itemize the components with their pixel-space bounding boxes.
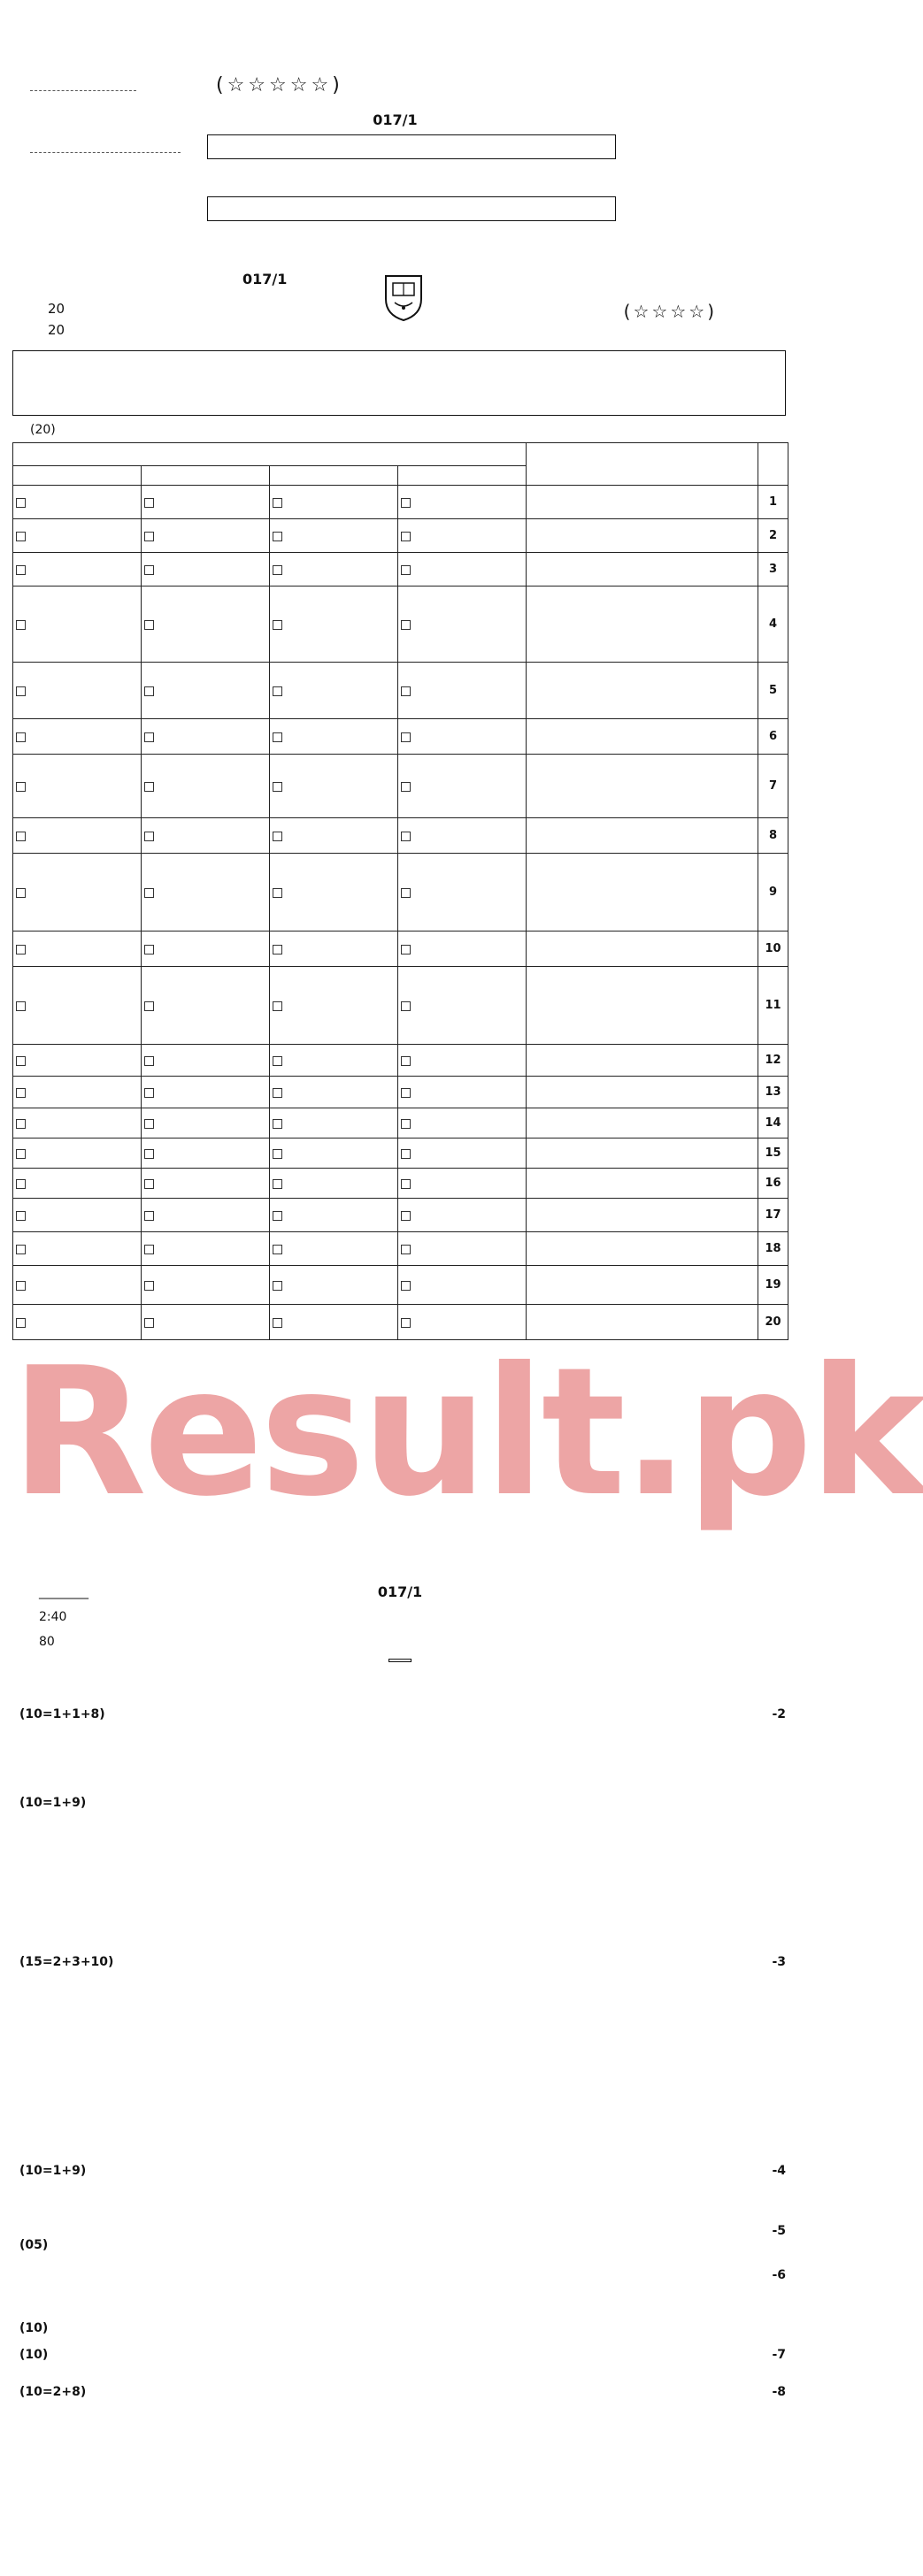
- answer-checkbox[interactable]: [16, 782, 26, 792]
- option-c[interactable]: [142, 1108, 270, 1138]
- option-c[interactable]: [142, 586, 270, 663]
- answer-checkbox[interactable]: [401, 565, 411, 575]
- option-d[interactable]: [13, 1199, 142, 1232]
- question-text: [527, 519, 758, 553]
- part2-time-value: 2:40: [39, 1610, 67, 1624]
- option-b[interactable]: [270, 519, 398, 553]
- option-d[interactable]: [13, 1232, 142, 1266]
- answer-checkbox[interactable]: [273, 498, 282, 508]
- option-b[interactable]: [270, 486, 398, 519]
- option-b[interactable]: [270, 854, 398, 932]
- answer-checkbox[interactable]: [16, 1211, 26, 1221]
- question-number: 1: [758, 486, 788, 519]
- question-number: 8: [758, 818, 788, 854]
- option-b[interactable]: [270, 586, 398, 663]
- question-6: [12, 2268, 788, 2335]
- answer-checkbox[interactable]: [401, 1245, 411, 1254]
- option-d[interactable]: [13, 755, 142, 818]
- question-6-marks: (10): [19, 2321, 49, 2335]
- question-2: [12, 1707, 788, 1732]
- part2-section-name: [388, 1659, 412, 1662]
- fictitious-roll-box[interactable]: [207, 196, 616, 221]
- answer-checkbox[interactable]: [144, 832, 154, 841]
- table-row: [13, 519, 788, 553]
- option-d[interactable]: [13, 967, 142, 1045]
- question-number: 13: [758, 1077, 788, 1108]
- mcq-header-no: [758, 443, 788, 486]
- answer-checkbox[interactable]: [401, 1211, 411, 1221]
- question-4-marks: (10=1+9): [19, 2164, 87, 2178]
- option-b[interactable]: [270, 553, 398, 586]
- mcq-header-a: [398, 466, 527, 486]
- mcq-header-d: [13, 466, 142, 486]
- mcq-table: [12, 442, 788, 1340]
- answer-checkbox[interactable]: [273, 1245, 282, 1254]
- option-b[interactable]: [270, 663, 398, 719]
- mcq-header-questions: [527, 443, 758, 486]
- answer-checkbox[interactable]: [144, 498, 154, 508]
- answer-checkbox[interactable]: [401, 686, 411, 696]
- answer-checkbox[interactable]: [16, 498, 26, 508]
- answer-checkbox[interactable]: [273, 1119, 282, 1129]
- answer-checkbox[interactable]: [144, 1149, 154, 1159]
- answer-checkbox[interactable]: [273, 832, 282, 841]
- answer-checkbox[interactable]: [144, 1119, 154, 1129]
- mcq-header-c: [142, 466, 270, 486]
- answer-checkbox[interactable]: [401, 1179, 411, 1189]
- question-number: 19: [758, 1266, 788, 1305]
- answer-checkbox[interactable]: [16, 1119, 26, 1129]
- answer-checkbox[interactable]: [273, 620, 282, 630]
- answer-checkbox[interactable]: [144, 1245, 154, 1254]
- question-8-number: -8: [772, 2385, 786, 2399]
- table-row: [13, 755, 788, 818]
- option-c[interactable]: [142, 519, 270, 553]
- option-a[interactable]: [398, 663, 527, 719]
- slip-stars: (☆☆☆☆☆): [216, 74, 343, 96]
- question-number: 12: [758, 1045, 788, 1077]
- question-text: [527, 932, 758, 967]
- option-c[interactable]: [142, 967, 270, 1045]
- option-b[interactable]: [270, 719, 398, 755]
- answer-slip: [12, 12, 788, 251]
- option-a[interactable]: [398, 1045, 527, 1077]
- part1-exam-code: 017/1: [242, 271, 288, 288]
- option-a[interactable]: [398, 553, 527, 586]
- option-a[interactable]: [398, 854, 527, 932]
- option-a[interactable]: [398, 1138, 527, 1169]
- table-row: [13, 663, 788, 719]
- question-number: 18: [758, 1232, 788, 1266]
- question-text: [527, 1305, 758, 1340]
- answer-checkbox[interactable]: [273, 1056, 282, 1066]
- option-a[interactable]: [398, 1108, 527, 1138]
- option-b[interactable]: [270, 1045, 398, 1077]
- answer-checkbox[interactable]: [273, 732, 282, 742]
- answer-checkbox[interactable]: [401, 498, 411, 508]
- mcq-header-b: [270, 466, 398, 486]
- option-c[interactable]: [142, 755, 270, 818]
- part1-time-value: 20: [48, 301, 65, 317]
- part2-total-marks-value: 80: [39, 1635, 55, 1649]
- answer-checkbox[interactable]: [273, 1211, 282, 1221]
- question-number: 7: [758, 755, 788, 818]
- option-d[interactable]: [13, 818, 142, 854]
- table-row: [13, 1108, 788, 1138]
- answer-checkbox[interactable]: [16, 832, 26, 841]
- question-text: [527, 1266, 758, 1305]
- option-d[interactable]: [13, 719, 142, 755]
- question-3: [12, 1955, 788, 1980]
- question-number: 15: [758, 1138, 788, 1169]
- mcq-header-answers: [13, 443, 527, 466]
- table-row: [13, 932, 788, 967]
- question-3-marks: (15=2+3+10): [19, 1955, 114, 1969]
- answer-checkbox[interactable]: [144, 945, 154, 954]
- option-a[interactable]: [398, 486, 527, 519]
- answer-checkbox[interactable]: [401, 1149, 411, 1159]
- question-number: 11: [758, 967, 788, 1045]
- answer-checkbox[interactable]: [16, 1281, 26, 1291]
- option-a[interactable]: [398, 719, 527, 755]
- answer-checkbox[interactable]: [401, 1119, 411, 1129]
- answer-checkbox[interactable]: [16, 1149, 26, 1159]
- table-row: [13, 1199, 788, 1232]
- slip-exam-code: 017/1: [373, 111, 418, 128]
- option-d[interactable]: [13, 553, 142, 586]
- option-c[interactable]: [142, 1045, 270, 1077]
- answer-checkbox[interactable]: [273, 1149, 282, 1159]
- answer-checkbox[interactable]: [16, 888, 26, 898]
- option-b[interactable]: [270, 1266, 398, 1305]
- option-c[interactable]: [142, 818, 270, 854]
- question-3-number: -3: [772, 1955, 786, 1969]
- roll-no-words-box[interactable]: [207, 134, 616, 159]
- table-row: [13, 854, 788, 932]
- part2-time: [39, 1610, 66, 1624]
- option-c[interactable]: [142, 719, 270, 755]
- question-2-number: -2: [772, 1707, 786, 1721]
- option-d[interactable]: [13, 586, 142, 663]
- option-b[interactable]: [270, 818, 398, 854]
- answer-checkbox[interactable]: [273, 1318, 282, 1328]
- table-row: [13, 1305, 788, 1340]
- answer-checkbox[interactable]: [273, 782, 282, 792]
- table-row: [13, 486, 788, 519]
- option-d[interactable]: [13, 663, 142, 719]
- question-number: 4: [758, 586, 788, 663]
- option-a[interactable]: [398, 1266, 527, 1305]
- answer-checkbox[interactable]: [401, 620, 411, 630]
- option-d[interactable]: [13, 1108, 142, 1138]
- answer-checkbox[interactable]: [401, 732, 411, 742]
- question-text: [527, 1199, 758, 1232]
- option-c[interactable]: [142, 1305, 270, 1340]
- question-text: [527, 1045, 758, 1077]
- question-text: [527, 553, 758, 586]
- option-a[interactable]: [398, 1305, 527, 1340]
- option-a[interactable]: [398, 1199, 527, 1232]
- table-row: [13, 1266, 788, 1305]
- option-d[interactable]: [13, 1138, 142, 1169]
- option-b[interactable]: [270, 967, 398, 1045]
- answer-checkbox[interactable]: [401, 1318, 411, 1328]
- answer-checkbox[interactable]: [401, 945, 411, 954]
- answer-checkbox[interactable]: [16, 1245, 26, 1254]
- question-7-marks: (10): [19, 2348, 49, 2362]
- answer-checkbox[interactable]: [273, 1001, 282, 1011]
- question-text: [527, 719, 758, 755]
- answer-checkbox[interactable]: [273, 888, 282, 898]
- option-a[interactable]: [398, 1169, 527, 1199]
- option-c[interactable]: [142, 553, 270, 586]
- answer-checkbox[interactable]: [401, 1281, 411, 1291]
- question-text: [527, 1232, 758, 1266]
- table-row: [13, 1169, 788, 1199]
- option-c[interactable]: [142, 932, 270, 967]
- result-pk-watermark: [11, 1330, 923, 1536]
- option-b[interactable]: [270, 1108, 398, 1138]
- answer-checkbox[interactable]: [16, 945, 26, 954]
- option-c[interactable]: [142, 1266, 270, 1305]
- option-a[interactable]: [398, 519, 527, 553]
- answer-checkbox[interactable]: [144, 1056, 154, 1066]
- question-text: [527, 1138, 758, 1169]
- slip-exam-code-title: [12, 111, 788, 128]
- option-d[interactable]: [13, 1305, 142, 1340]
- question-number: 14: [758, 1108, 788, 1138]
- option-d[interactable]: [13, 1266, 142, 1305]
- option-a[interactable]: [398, 1232, 527, 1266]
- question-number: 5: [758, 663, 788, 719]
- option-c[interactable]: [142, 1169, 270, 1199]
- question-text: [527, 1169, 758, 1199]
- answer-checkbox[interactable]: [144, 1088, 154, 1098]
- roll-no-words-dash: [30, 152, 181, 153]
- question-2b-marks: (10=1+9): [19, 1796, 87, 1810]
- option-b[interactable]: [270, 932, 398, 967]
- part1-stars: (☆☆☆☆): [623, 301, 717, 322]
- answer-checkbox[interactable]: [273, 686, 282, 696]
- option-d[interactable]: [13, 1045, 142, 1077]
- answer-checkbox[interactable]: [273, 1179, 282, 1189]
- answer-checkbox[interactable]: [273, 945, 282, 954]
- part2-exam-code: 017/1: [377, 1583, 423, 1600]
- watermark-text: Result.pk: [11, 1330, 923, 1536]
- answer-checkbox[interactable]: [401, 1001, 411, 1011]
- answer-checkbox[interactable]: [273, 1088, 282, 1098]
- question-number: 6: [758, 719, 788, 755]
- question-text: [527, 755, 758, 818]
- question-number: 16: [758, 1169, 788, 1199]
- answer-checkbox[interactable]: [144, 1001, 154, 1011]
- question-text: [527, 967, 758, 1045]
- option-d[interactable]: [13, 1169, 142, 1199]
- part1-header: [12, 265, 788, 442]
- option-b[interactable]: [270, 755, 398, 818]
- answer-checkbox[interactable]: [144, 620, 154, 630]
- question-text: [527, 854, 758, 932]
- answer-checkbox[interactable]: [144, 782, 154, 792]
- question-8-marks: (10=2+8): [19, 2385, 87, 2399]
- question-number: 9: [758, 854, 788, 932]
- part1-total-marks-value: 20: [48, 322, 65, 338]
- question-number: 3: [758, 553, 788, 586]
- option-d[interactable]: [13, 1077, 142, 1108]
- option-d[interactable]: [13, 519, 142, 553]
- table-row: [13, 1045, 788, 1077]
- answer-checkbox[interactable]: [401, 1056, 411, 1066]
- part1-note-box: [12, 350, 786, 416]
- answer-checkbox[interactable]: [16, 732, 26, 742]
- table-row: [13, 818, 788, 854]
- answer-checkbox[interactable]: [401, 1088, 411, 1098]
- question-number: 17: [758, 1199, 788, 1232]
- part2: [12, 1583, 788, 2565]
- question-number: 20: [758, 1305, 788, 1340]
- option-a[interactable]: [398, 1077, 527, 1108]
- answer-checkbox[interactable]: [16, 686, 26, 696]
- answer-checkbox[interactable]: [144, 686, 154, 696]
- part1-total-marks: [48, 322, 65, 338]
- question-4-number: -4: [772, 2164, 786, 2178]
- answer-checkbox[interactable]: [273, 532, 282, 541]
- option-a[interactable]: [398, 586, 527, 663]
- answer-checkbox[interactable]: [16, 1001, 26, 1011]
- table-row: [13, 719, 788, 755]
- option-d[interactable]: [13, 854, 142, 932]
- option-a[interactable]: [398, 967, 527, 1045]
- answer-checkbox[interactable]: [401, 782, 411, 792]
- answer-checkbox[interactable]: [144, 1179, 154, 1189]
- answer-checkbox[interactable]: [401, 532, 411, 541]
- table-row: [13, 967, 788, 1045]
- option-b[interactable]: [270, 1138, 398, 1169]
- answer-checkbox[interactable]: [144, 1281, 154, 1291]
- question-2-marks: (10=1+1+8): [19, 1707, 105, 1721]
- option-c[interactable]: [142, 1199, 270, 1232]
- option-d[interactable]: [13, 486, 142, 519]
- question-2b: [12, 1796, 788, 1821]
- answer-checkbox[interactable]: [144, 532, 154, 541]
- answer-checkbox[interactable]: [273, 565, 282, 575]
- question-4: [12, 2164, 788, 2189]
- option-c[interactable]: [142, 663, 270, 719]
- answer-checkbox[interactable]: [401, 888, 411, 898]
- roll-no-dash-line: [30, 90, 136, 91]
- answer-checkbox[interactable]: [144, 1318, 154, 1328]
- table-row: [13, 1077, 788, 1108]
- option-b[interactable]: [270, 1077, 398, 1108]
- answer-checkbox[interactable]: [273, 1281, 282, 1291]
- answer-checkbox[interactable]: [16, 1318, 26, 1328]
- answer-checkbox[interactable]: [401, 832, 411, 841]
- question-5-marks: (05): [19, 2238, 49, 2252]
- part2-total-marks: [39, 1635, 55, 1649]
- question-number: 2: [758, 519, 788, 553]
- option-c[interactable]: [142, 1077, 270, 1108]
- option-c[interactable]: [142, 1138, 270, 1169]
- part1-instruction-marks: (20): [30, 423, 56, 437]
- option-d[interactable]: [13, 932, 142, 967]
- answer-checkbox[interactable]: [144, 732, 154, 742]
- question-text: [527, 663, 758, 719]
- answer-checkbox[interactable]: [16, 565, 26, 575]
- option-b[interactable]: [270, 1305, 398, 1340]
- question-7-number: -7: [772, 2348, 786, 2362]
- table-row: [13, 1232, 788, 1266]
- question-text: [527, 486, 758, 519]
- question-6-number: -6: [772, 2268, 786, 2282]
- question-text: [527, 586, 758, 663]
- option-c[interactable]: [142, 486, 270, 519]
- question-8: [12, 2385, 788, 2410]
- question-5-number: -5: [772, 2224, 786, 2238]
- question-text: [527, 818, 758, 854]
- question-5: [12, 2224, 788, 2252]
- answer-checkbox[interactable]: [16, 1088, 26, 1098]
- question-number: 10: [758, 932, 788, 967]
- table-row: [13, 553, 788, 586]
- question-7: [12, 2348, 788, 2373]
- answer-checkbox[interactable]: [16, 1179, 26, 1189]
- answer-checkbox[interactable]: [144, 888, 154, 898]
- option-b[interactable]: [270, 1199, 398, 1232]
- board-logo-icon: [382, 272, 425, 322]
- option-b[interactable]: [270, 1232, 398, 1266]
- answer-checkbox[interactable]: [144, 1211, 154, 1221]
- option-b[interactable]: [270, 1169, 398, 1199]
- question-text: [527, 1077, 758, 1108]
- table-row: [13, 586, 788, 663]
- option-a[interactable]: [398, 755, 527, 818]
- answer-checkbox[interactable]: [144, 565, 154, 575]
- answer-checkbox[interactable]: [16, 532, 26, 541]
- option-c[interactable]: [142, 854, 270, 932]
- question-text: [527, 1108, 758, 1138]
- answer-checkbox[interactable]: [16, 620, 26, 630]
- table-row: [13, 1138, 788, 1169]
- option-a[interactable]: [398, 932, 527, 967]
- option-c[interactable]: [142, 1232, 270, 1266]
- part1-time: [48, 301, 65, 317]
- part2-roll-no: ________: [39, 1585, 88, 1599]
- answer-checkbox[interactable]: [16, 1056, 26, 1066]
- option-a[interactable]: [398, 818, 527, 854]
